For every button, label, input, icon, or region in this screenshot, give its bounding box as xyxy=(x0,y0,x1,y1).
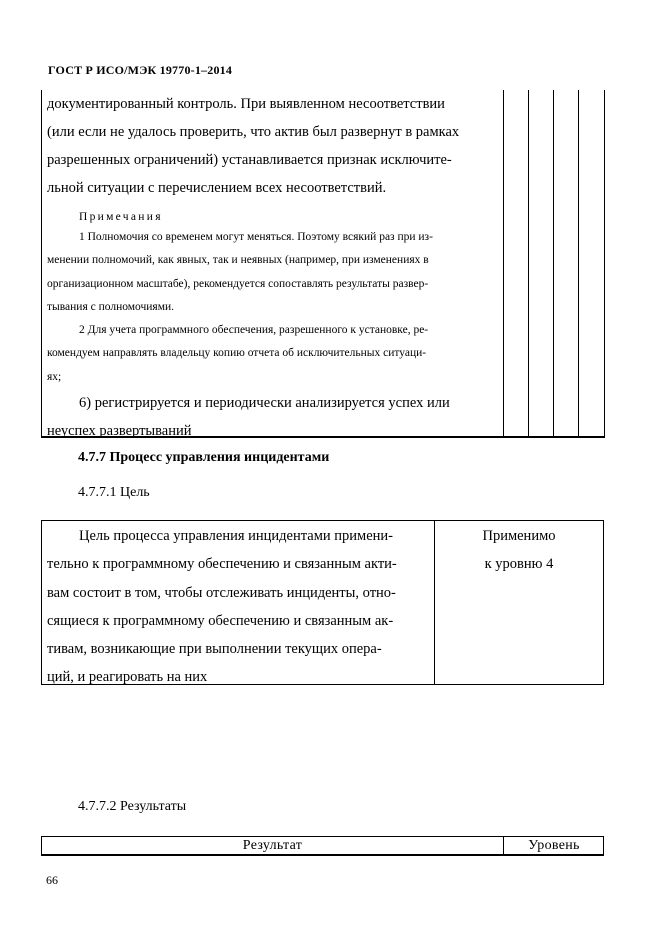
notes-heading: Примечания xyxy=(79,211,163,223)
text-line: документированный контроль. При выявленном несоответствии xyxy=(47,96,445,112)
purpose-table xyxy=(41,520,604,685)
text-line: тивам, возникающие при выполнении текущих опера- xyxy=(47,641,382,658)
applicability-line: Применимо xyxy=(482,528,556,544)
note-line: 2 Для учета программного обеспечения, разрешенного к установке, ре- xyxy=(79,324,429,337)
table-column-divider xyxy=(528,90,529,436)
text-line: вам состоит в том, чтобы отслеживать инциденты, отно- xyxy=(47,584,396,601)
results-table-header xyxy=(41,836,604,856)
requirement-cell xyxy=(47,90,499,445)
table-border-left xyxy=(41,90,42,436)
note-line: менении полномочий, как явных, так и неявных (например, при изменениях в xyxy=(47,254,429,267)
section-heading: 4.7.7 Процесс управления инцидентами xyxy=(78,450,330,465)
note-line: 1 Полномочия со временем могут меняться. Поэтому всякий раз при из- xyxy=(79,231,433,243)
text-line: тельно к программному обеспечению и связанным акти- xyxy=(47,556,397,573)
column-header-level: Уровень xyxy=(528,838,580,853)
note-line: тывания с полномочиями. xyxy=(47,300,175,313)
table-column-divider xyxy=(503,90,504,436)
list-item-line: неуспех развертываний xyxy=(47,423,192,440)
table-column-divider xyxy=(553,90,554,436)
text-line: Цель процесса управления инцидентами примени- xyxy=(79,528,393,544)
note-line: ях; xyxy=(47,370,62,383)
text-line: льной ситуации с перечислением всех несоответствий. xyxy=(47,180,387,196)
document-header: ГОСТ Р ИСО/МЭК 19770-1–2014 xyxy=(48,63,233,77)
applicability-line: к уровню 4 xyxy=(484,556,554,573)
note-line: организационном масштабе), рекомендуется сопоставлять результаты развер- xyxy=(47,277,429,290)
applicability-cell xyxy=(435,522,603,579)
subsection-heading: 4.7.7.1 Цель xyxy=(78,485,150,500)
note-line: комендуем направлять владельцу копию отчета об исключительных ситуаци- xyxy=(47,347,427,360)
purpose-cell xyxy=(47,522,428,692)
table-column-divider xyxy=(578,90,579,436)
subsection-heading: 4.7.7.2 Результаты xyxy=(78,799,187,814)
text-line: разрешенных ограничений) устанавливается признак исключите- xyxy=(47,152,452,168)
continuation-table xyxy=(41,90,605,438)
text-line: (или если не удалось проверить, что актив был развернут в рамках xyxy=(47,124,460,140)
page-number: 66 xyxy=(46,873,58,887)
text-line: ций, и реагировать на них xyxy=(47,669,208,686)
text-line: сящиеся к программному обеспечению и связанным ак- xyxy=(47,612,394,629)
list-item-line: 6) регистрируется и периодически анализируется успех или xyxy=(79,395,450,412)
column-header-result: Результат xyxy=(242,838,303,853)
